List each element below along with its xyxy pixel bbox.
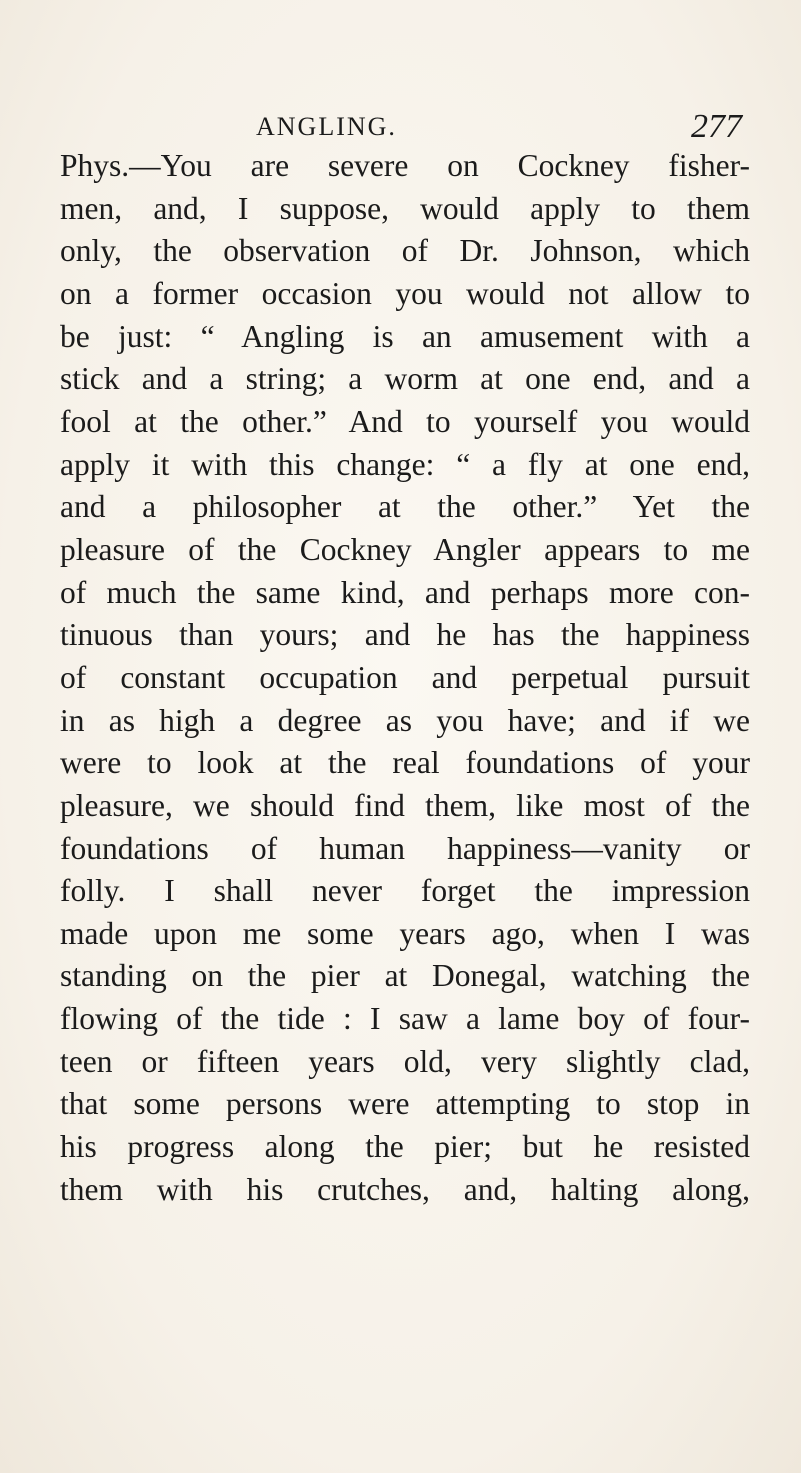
text-line: be just: “ Angling is an amusement with a xyxy=(60,318,750,354)
text-line: apply it with this change: “ a fly at one end, xyxy=(60,446,750,482)
text-line: were to look at the real foundations of your xyxy=(60,745,750,781)
running-title: ANGLING. xyxy=(256,112,397,141)
text-line: foundations of human happiness—vanity or xyxy=(60,830,750,866)
text-line: them with his crutches, and, halting along, xyxy=(60,1171,750,1207)
body-text xyxy=(60,145,750,1211)
text-line: pleasure of the Cockney Angler appears to me xyxy=(60,531,750,567)
text-line: tinuous than yours; and he has the happiness xyxy=(60,617,750,653)
text-line: stick and a string; a worm at one end, and a xyxy=(60,361,750,397)
text-line: that some persons were attempting to stop in xyxy=(60,1086,750,1122)
text-line: teen or fifteen years old, very slightly clad, xyxy=(60,1043,750,1079)
text-line: of constant occupation and perpetual pursuit xyxy=(60,659,750,695)
page-header xyxy=(60,108,750,148)
text-line: on a former occasion you would not allow to xyxy=(60,275,750,311)
text-line: standing on the pier at Donegal, watching the xyxy=(60,958,750,994)
text-line: only, the observation of Dr. Johnson, which xyxy=(60,233,750,269)
text-line: pleasure, we should find them, like most of the xyxy=(60,787,750,823)
text-line: men, and, I suppose, would apply to them xyxy=(60,190,750,226)
text-line: Phys.—You are severe on Cockney fisher- xyxy=(60,148,750,183)
text-line: and a philosopher at the other.” Yet the xyxy=(60,489,750,525)
text-line: folly. I shall never forget the impression xyxy=(60,873,750,909)
text-line: of much the same kind, and perhaps more con- xyxy=(60,574,750,610)
text-line: flowing of the tide : I saw a lame boy of four- xyxy=(60,1001,750,1037)
text-line: fool at the other.” And to yourself you would xyxy=(60,403,750,439)
page-number: 277 xyxy=(691,108,742,145)
text-line: made upon me some years ago, when I was xyxy=(60,915,750,951)
text-line: his progress along the pier; but he resisted xyxy=(60,1129,750,1165)
text-line: in as high a degree as you have; and if we xyxy=(60,702,750,738)
